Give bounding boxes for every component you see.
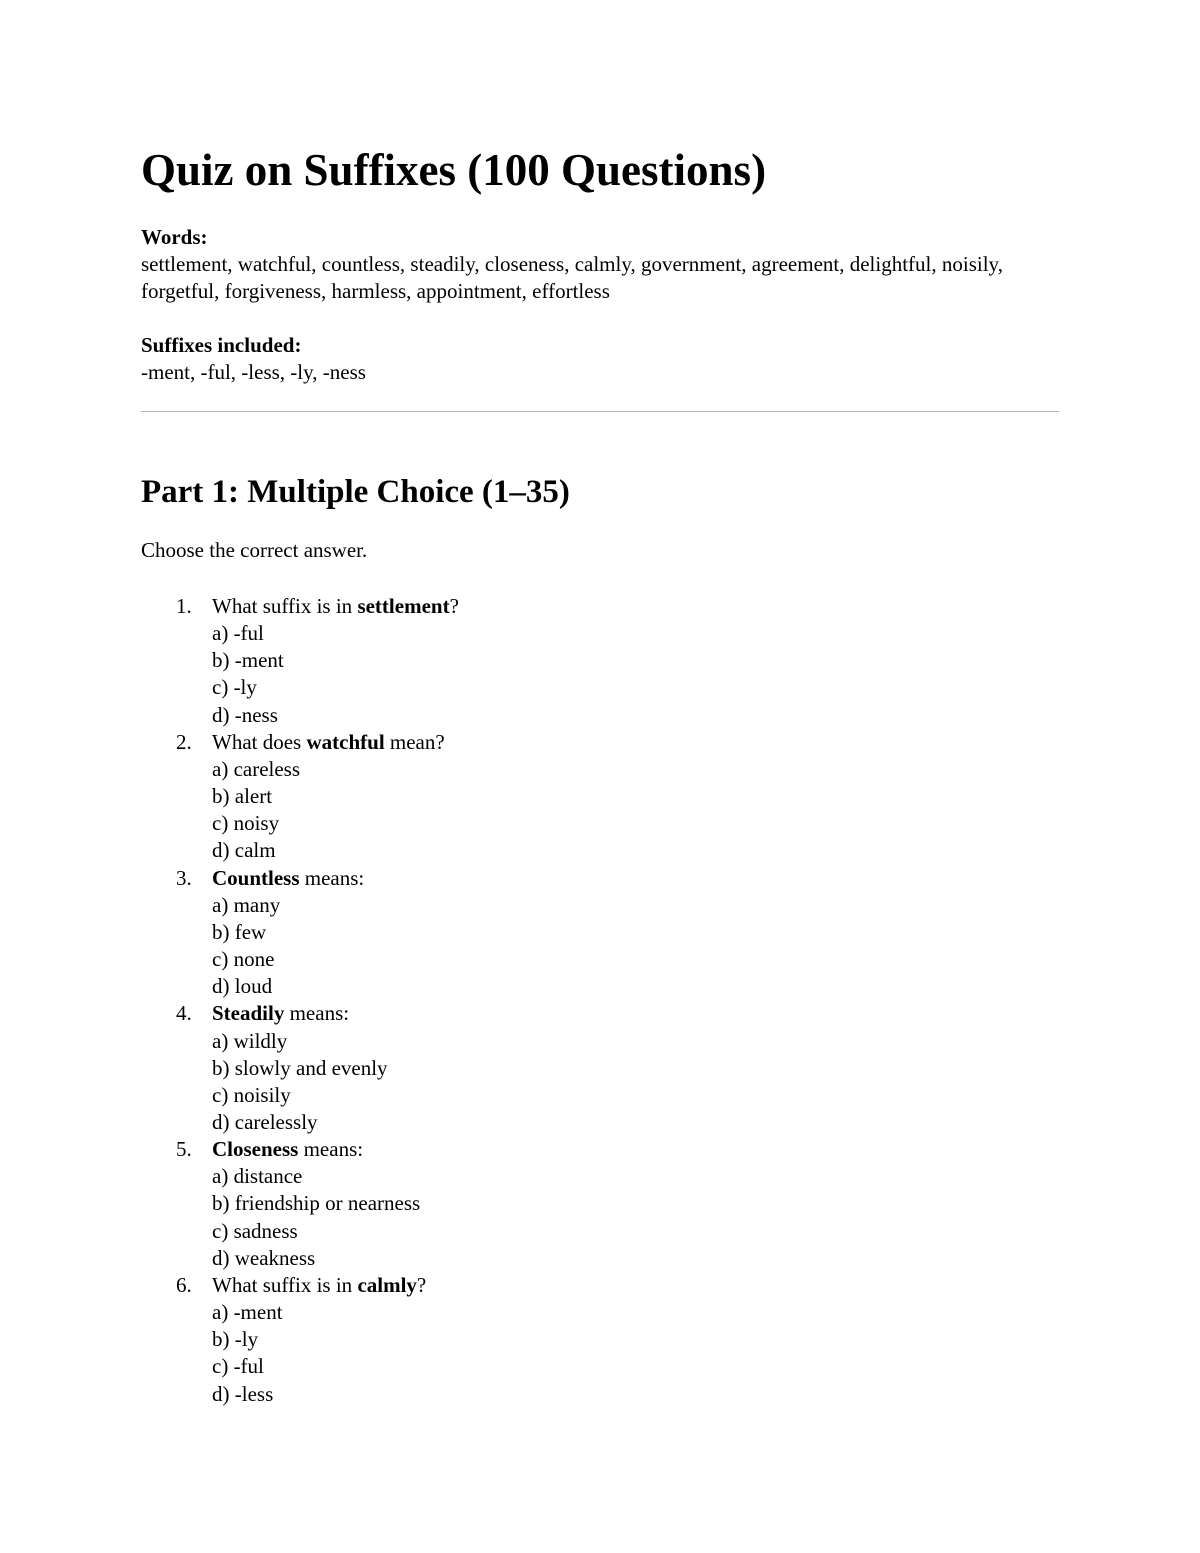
stem-text: What suffix is in bbox=[212, 1272, 358, 1297]
part-1-heading: Part 1: Multiple Choice (1–35) bbox=[141, 474, 570, 510]
stem-keyword: calmly bbox=[357, 1272, 417, 1297]
stem-text: ? bbox=[416, 1272, 427, 1297]
page-title: Quiz on Suffixes (100 Questions) bbox=[141, 145, 767, 195]
stem-keyword: Countless bbox=[212, 865, 300, 890]
words-label: Words: bbox=[141, 225, 208, 249]
answer-option: d) loud bbox=[212, 974, 273, 999]
question-item bbox=[176, 865, 1012, 1001]
answer-option: a) distance bbox=[212, 1164, 303, 1189]
answer-option: b) -ly bbox=[212, 1327, 259, 1352]
question-number: 2. bbox=[176, 729, 192, 754]
stem-text: means: bbox=[299, 865, 365, 890]
stem-text: mean? bbox=[384, 729, 445, 754]
question-stem bbox=[212, 730, 445, 754]
stem-keyword: settlement bbox=[357, 594, 450, 618]
answer-option: d) -ness bbox=[212, 702, 278, 727]
answer-option: c) none bbox=[212, 947, 275, 972]
question-number: 4. bbox=[176, 1001, 192, 1026]
answer-option: a) many bbox=[212, 892, 281, 917]
question-item bbox=[176, 593, 1012, 729]
question-item bbox=[176, 1000, 1012, 1136]
answer-option: b) friendship or nearness bbox=[212, 1191, 421, 1216]
answer-option: a) wildly bbox=[212, 1028, 288, 1053]
answer-option: d) -less bbox=[212, 1381, 274, 1406]
question-item bbox=[176, 1272, 1012, 1408]
words-list: settlement, watchful, countless, steadily, closeness, calmly, government, agreement, delightful, noisily, forgetful, forgiveness, harmless, appointment, effortless bbox=[141, 252, 1003, 303]
question-stem bbox=[212, 1137, 363, 1161]
stem-text: means: bbox=[298, 1137, 364, 1162]
question-item bbox=[176, 729, 1012, 865]
answer-option: a) careless bbox=[212, 756, 301, 781]
answer-option: c) -ly bbox=[212, 675, 257, 700]
answer-option: b) alert bbox=[212, 784, 273, 809]
question-list bbox=[141, 593, 1012, 1408]
answer-option: d) calm bbox=[212, 838, 276, 863]
stem-keyword: Closeness bbox=[212, 1137, 299, 1162]
suffixes-label: Suffixes included: bbox=[141, 333, 302, 357]
stem-text: What does bbox=[212, 729, 307, 754]
stem-text: What suffix is in bbox=[212, 594, 358, 618]
question-number: 6. bbox=[176, 1272, 192, 1297]
answer-option: c) -ful bbox=[212, 1354, 264, 1379]
question-stem bbox=[212, 866, 364, 890]
answer-option: c) noisily bbox=[212, 1082, 291, 1107]
stem-keyword: Steadily bbox=[212, 1001, 285, 1026]
answer-option: c) noisy bbox=[212, 811, 280, 836]
suffixes-section bbox=[141, 332, 1059, 386]
answer-option: b) -ment bbox=[212, 648, 284, 673]
question-stem bbox=[212, 1273, 426, 1297]
question-number: 1. bbox=[176, 594, 192, 618]
question-stem bbox=[212, 594, 459, 618]
question-number: 3. bbox=[176, 865, 192, 890]
section-divider bbox=[141, 411, 1059, 412]
question-item bbox=[176, 1136, 1012, 1272]
answer-option: d) carelessly bbox=[212, 1109, 318, 1134]
answer-option: b) few bbox=[212, 919, 267, 944]
answer-option: c) sadness bbox=[212, 1218, 298, 1243]
stem-keyword: watchful bbox=[306, 729, 385, 754]
answer-option: a) -ful bbox=[212, 621, 264, 646]
answer-option: a) -ment bbox=[212, 1300, 283, 1325]
answer-option: b) slowly and evenly bbox=[212, 1055, 388, 1080]
suffixes-list: -ment, -ful, -less, -ly, -ness bbox=[141, 360, 366, 384]
stem-text: means: bbox=[284, 1001, 350, 1026]
stem-text: ? bbox=[449, 594, 459, 618]
part-1-instructions: Choose the correct answer. bbox=[141, 538, 368, 562]
question-number: 5. bbox=[176, 1137, 192, 1162]
question-stem bbox=[212, 1001, 349, 1025]
words-section bbox=[141, 224, 1059, 305]
answer-option: d) weakness bbox=[212, 1245, 316, 1270]
